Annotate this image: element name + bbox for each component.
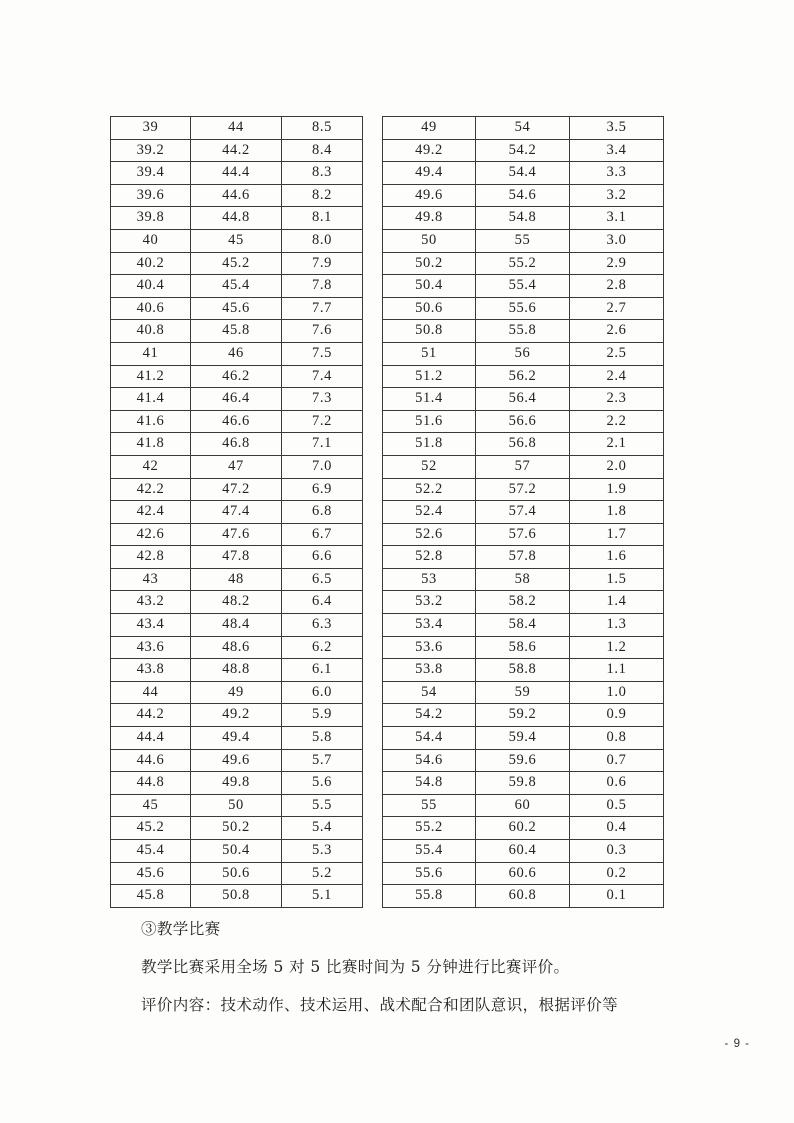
table-cell-col1: 49.4 [383,162,476,185]
table-cell-col2: 50.2 [191,817,282,840]
table-cell-col3: 7.9 [282,252,363,275]
table-cell-col1: 43.4 [111,614,191,637]
table-cell-col2: 48 [191,568,282,591]
table-cell-col2: 44 [191,117,282,140]
table-cell-col3: 1.3 [570,614,664,637]
table-cell-col2: 57.6 [476,523,570,546]
table-cell-col1: 42.2 [111,478,191,501]
table-cell-col2: 49.6 [191,749,282,772]
table-row [383,817,664,840]
table-cell-col3: 0.5 [570,794,664,817]
table-cell-col2: 45.8 [191,320,282,343]
table-cell-col1: 44 [111,681,191,704]
table-cell-col2: 57 [476,455,570,478]
table-row [383,772,664,795]
table-cell-col3: 1.6 [570,546,664,569]
table-cell-col2: 45.6 [191,297,282,320]
table-row [383,478,664,501]
table-cell-col3: 6.8 [282,501,363,524]
table-cell-col3: 2.8 [570,275,664,298]
table-cell-col2: 49.2 [191,704,282,727]
table-cell-col1: 55.4 [383,840,476,863]
table-cell-col1: 41.6 [111,410,191,433]
table-cell-col3: 2.5 [570,342,664,365]
table-cell-col1: 55.6 [383,862,476,885]
table-cell-col3: 0.4 [570,817,664,840]
table-row [111,794,363,817]
table-row [111,772,363,795]
table-cell-col1: 54.2 [383,704,476,727]
table-row [383,184,664,207]
table-row [111,297,363,320]
table-cell-col1: 44.2 [111,704,191,727]
table-row [111,614,363,637]
table-cell-col1: 40 [111,229,191,252]
table-cell-col2: 59.2 [476,704,570,727]
table-row [111,659,363,682]
table-cell-col3: 7.8 [282,275,363,298]
table-cell-col2: 50.4 [191,840,282,863]
table-cell-col3: 1.2 [570,636,664,659]
table-row [383,885,664,908]
score-conversion-table-left [110,116,363,908]
table-cell-col2: 58 [476,568,570,591]
table-row [383,591,664,614]
table-cell-col3: 6.9 [282,478,363,501]
table-cell-col1: 52 [383,455,476,478]
table-cell-col1: 51.4 [383,388,476,411]
table-cell-col1: 45.8 [111,885,191,908]
table-row [111,117,363,140]
table-cell-col2: 59.8 [476,772,570,795]
table-row [383,455,664,478]
score-tables-container [110,116,656,908]
table-row [383,410,664,433]
table-cell-col2: 48.8 [191,659,282,682]
table-cell-col2: 48.4 [191,614,282,637]
table-cell-col2: 48.2 [191,591,282,614]
table-row [111,162,363,185]
table-cell-col2: 60.8 [476,885,570,908]
table-cell-col3: 6.7 [282,523,363,546]
table-cell-col1: 43.6 [111,636,191,659]
table-cell-col3: 6.0 [282,681,363,704]
table-cell-col1: 49.8 [383,207,476,230]
table-cell-col1: 55.2 [383,817,476,840]
table-cell-col3: 1.4 [570,591,664,614]
table-row [111,862,363,885]
table-cell-col1: 42.8 [111,546,191,569]
table-row [111,388,363,411]
table-row [111,433,363,456]
table-cell-col2: 60 [476,794,570,817]
table-cell-col2: 47.8 [191,546,282,569]
table-row [111,410,363,433]
table-row [111,184,363,207]
table-cell-col3: 5.6 [282,772,363,795]
table-row [383,139,664,162]
table-body-left [111,117,363,908]
table-cell-col2: 44.8 [191,207,282,230]
table-cell-col2: 58.4 [476,614,570,637]
table-cell-col2: 59.4 [476,727,570,750]
table-cell-col2: 59.6 [476,749,570,772]
table-cell-col2: 49.8 [191,772,282,795]
table-cell-col2: 54.4 [476,162,570,185]
table-row [383,320,664,343]
score-conversion-table-right [382,116,664,908]
table-row [111,275,363,298]
table-cell-col1: 51.2 [383,365,476,388]
table-row [383,229,664,252]
table-cell-col1: 50.2 [383,252,476,275]
table-cell-col3: 8.3 [282,162,363,185]
table-cell-col3: 5.3 [282,840,363,863]
table-cell-col2: 58.2 [476,591,570,614]
table-cell-col3: 7.6 [282,320,363,343]
table-cell-col1: 43.2 [111,591,191,614]
table-cell-col2: 47.4 [191,501,282,524]
table-cell-col3: 3.2 [570,184,664,207]
table-cell-col2: 54.8 [476,207,570,230]
table-row [111,704,363,727]
table-cell-col1: 52.2 [383,478,476,501]
table-row [383,388,664,411]
table-row [111,840,363,863]
table-row [383,546,664,569]
table-cell-col2: 45.2 [191,252,282,275]
table-row [111,455,363,478]
table-cell-col3: 2.4 [570,365,664,388]
table-cell-col3: 7.2 [282,410,363,433]
paragraph-match-format: 教学比赛采用全场 5 对 5 比赛时间为 5 分钟进行比赛评价。 [141,958,570,976]
table-cell-col1: 43.8 [111,659,191,682]
table-row [111,342,363,365]
table-cell-col3: 6.2 [282,636,363,659]
table-row [383,162,664,185]
table-row [111,727,363,750]
table-cell-col3: 7.4 [282,365,363,388]
table-row [111,252,363,275]
table-cell-col3: 1.7 [570,523,664,546]
table-cell-col1: 40.4 [111,275,191,298]
table-cell-col1: 50 [383,229,476,252]
table-cell-col3: 5.5 [282,794,363,817]
table-cell-col3: 7.5 [282,342,363,365]
table-cell-col3: 0.1 [570,885,664,908]
table-cell-col3: 0.8 [570,727,664,750]
table-cell-col1: 45.4 [111,840,191,863]
table-cell-col3: 7.7 [282,297,363,320]
table-row [111,207,363,230]
table-row [383,681,664,704]
table-row [383,501,664,524]
table-row [383,704,664,727]
table-cell-col1: 51.8 [383,433,476,456]
table-cell-col3: 6.3 [282,614,363,637]
table-cell-col2: 55.8 [476,320,570,343]
table-row [111,636,363,659]
section-heading: ③教学比赛 [141,920,221,938]
table-row [383,794,664,817]
table-row [111,591,363,614]
table-cell-col3: 7.3 [282,388,363,411]
table-cell-col3: 0.2 [570,862,664,885]
table-row [111,749,363,772]
table-cell-col1: 44.8 [111,772,191,795]
table-cell-col1: 41 [111,342,191,365]
table-cell-col3: 8.5 [282,117,363,140]
table-cell-col1: 55 [383,794,476,817]
table-cell-col1: 41.4 [111,388,191,411]
table-cell-col1: 54.6 [383,749,476,772]
table-cell-col2: 50.6 [191,862,282,885]
table-cell-col1: 44.6 [111,749,191,772]
table-cell-col1: 49 [383,117,476,140]
table-cell-col3: 5.7 [282,749,363,772]
table-cell-col1: 45.6 [111,862,191,885]
table-row [111,501,363,524]
table-cell-col1: 39.2 [111,139,191,162]
table-cell-col3: 6.1 [282,659,363,682]
table-row [383,727,664,750]
table-row [111,365,363,388]
table-cell-col3: 2.1 [570,433,664,456]
table-cell-col3: 8.2 [282,184,363,207]
table-row [383,252,664,275]
table-cell-col2: 46 [191,342,282,365]
table-cell-col2: 56.4 [476,388,570,411]
table-cell-col1: 51 [383,342,476,365]
table-cell-col3: 5.2 [282,862,363,885]
table-cell-col2: 55.6 [476,297,570,320]
table-cell-col1: 49.6 [383,184,476,207]
table-row [111,320,363,343]
table-cell-col1: 42 [111,455,191,478]
table-row [383,614,664,637]
table-cell-col3: 5.4 [282,817,363,840]
table-row [111,546,363,569]
table-cell-col1: 53 [383,568,476,591]
table-cell-col1: 52.8 [383,546,476,569]
table-row [383,568,664,591]
table-cell-col2: 50.8 [191,885,282,908]
table-cell-col2: 46.8 [191,433,282,456]
table-cell-col3: 3.1 [570,207,664,230]
table-cell-col3: 2.0 [570,455,664,478]
table-cell-col3: 2.3 [570,388,664,411]
table-cell-col3: 0.7 [570,749,664,772]
table-cell-col2: 54.6 [476,184,570,207]
table-cell-col3: 5.9 [282,704,363,727]
table-row [383,297,664,320]
table-cell-col3: 0.9 [570,704,664,727]
table-cell-col2: 50 [191,794,282,817]
table-cell-col1: 54.4 [383,727,476,750]
table-cell-col1: 49.2 [383,139,476,162]
table-cell-col2: 46.2 [191,365,282,388]
table-cell-col3: 0.3 [570,840,664,863]
table-cell-col1: 40.6 [111,297,191,320]
table-cell-col3: 2.2 [570,410,664,433]
table-cell-col1: 50.4 [383,275,476,298]
table-cell-col1: 53.8 [383,659,476,682]
table-cell-col1: 44.4 [111,727,191,750]
table-cell-col3: 8.4 [282,139,363,162]
table-cell-col2: 57.8 [476,546,570,569]
table-row [383,342,664,365]
table-cell-col1: 54.8 [383,772,476,795]
table-cell-col1: 51.6 [383,410,476,433]
table-row [383,275,664,298]
table-cell-col2: 49 [191,681,282,704]
table-cell-col3: 3.3 [570,162,664,185]
table-cell-col3: 1.5 [570,568,664,591]
table-cell-col2: 56 [476,342,570,365]
table-cell-col2: 56.8 [476,433,570,456]
table-row [111,885,363,908]
table-cell-col1: 53.4 [383,614,476,637]
table-cell-col3: 6.6 [282,546,363,569]
table-cell-col1: 52.4 [383,501,476,524]
table-cell-col2: 44.2 [191,139,282,162]
table-cell-col1: 39.4 [111,162,191,185]
table-cell-col3: 3.0 [570,229,664,252]
table-cell-col2: 54 [476,117,570,140]
table-cell-col2: 54.2 [476,139,570,162]
table-cell-col2: 55.2 [476,252,570,275]
table-cell-col2: 60.6 [476,862,570,885]
body-text-block [110,916,690,1019]
table-cell-col2: 45.4 [191,275,282,298]
table-cell-col3: 7.0 [282,455,363,478]
table-row [383,365,664,388]
table-cell-col1: 45.2 [111,817,191,840]
table-cell-col2: 47 [191,455,282,478]
table-row [383,636,664,659]
paragraph-evaluation-content: 评价内容：技术动作、技术运用、战术配合和团队意识，根据评价等 [141,996,619,1014]
table-cell-col2: 60.4 [476,840,570,863]
table-cell-col2: 45 [191,229,282,252]
table-cell-col1: 42.4 [111,501,191,524]
table-cell-col3: 1.0 [570,681,664,704]
table-cell-col1: 54 [383,681,476,704]
table-row [111,139,363,162]
table-cell-col3: 6.4 [282,591,363,614]
table-cell-col1: 41.8 [111,433,191,456]
table-cell-col2: 55 [476,229,570,252]
table-row [383,749,664,772]
table-cell-col2: 47.6 [191,523,282,546]
table-cell-col2: 44.4 [191,162,282,185]
table-cell-col1: 55.8 [383,885,476,908]
table-cell-col2: 47.2 [191,478,282,501]
table-cell-col3: 2.9 [570,252,664,275]
table-cell-col3: 3.5 [570,117,664,140]
table-cell-col1: 45 [111,794,191,817]
table-cell-col1: 43 [111,568,191,591]
table-cell-col3: 1.9 [570,478,664,501]
table-cell-col3: 0.6 [570,772,664,795]
table-cell-col2: 46.4 [191,388,282,411]
page-number: - 9 - [724,1038,750,1050]
table-cell-col1: 40.8 [111,320,191,343]
table-cell-col2: 48.6 [191,636,282,659]
table-cell-col3: 8.1 [282,207,363,230]
table-row [383,659,664,682]
table-row [383,523,664,546]
table-cell-col3: 3.4 [570,139,664,162]
table-cell-col2: 55.4 [476,275,570,298]
table-cell-col1: 42.6 [111,523,191,546]
table-cell-col2: 58.6 [476,636,570,659]
table-cell-col2: 56.2 [476,365,570,388]
table-row [383,117,664,140]
table-row [383,862,664,885]
table-body-right [383,117,664,908]
table-row [111,478,363,501]
table-cell-col1: 39.8 [111,207,191,230]
table-cell-col3: 6.5 [282,568,363,591]
table-cell-col1: 39 [111,117,191,140]
table-row [111,681,363,704]
table-cell-col1: 52.6 [383,523,476,546]
table-cell-col1: 50.6 [383,297,476,320]
table-cell-col3: 5.8 [282,727,363,750]
table-cell-col3: 5.1 [282,885,363,908]
table-cell-col1: 39.6 [111,184,191,207]
table-cell-col1: 41.2 [111,365,191,388]
table-row [383,433,664,456]
table-cell-col2: 59 [476,681,570,704]
table-cell-col3: 2.6 [570,320,664,343]
table-cell-col2: 49.4 [191,727,282,750]
table-cell-col2: 56.6 [476,410,570,433]
table-cell-col2: 57.4 [476,501,570,524]
table-row [111,229,363,252]
table-cell-col1: 53.2 [383,591,476,614]
table-row [111,523,363,546]
table-cell-col3: 1.8 [570,501,664,524]
table-cell-col3: 2.7 [570,297,664,320]
table-cell-col2: 46.6 [191,410,282,433]
table-cell-col3: 1.1 [570,659,664,682]
table-row [111,817,363,840]
table-cell-col1: 50.8 [383,320,476,343]
table-cell-col1: 40.2 [111,252,191,275]
table-cell-col2: 57.2 [476,478,570,501]
table-cell-col2: 44.6 [191,184,282,207]
table-cell-col3: 8.0 [282,229,363,252]
table-row [383,840,664,863]
table-cell-col1: 53.6 [383,636,476,659]
table-cell-col3: 7.1 [282,433,363,456]
table-cell-col2: 60.2 [476,817,570,840]
table-row [383,207,664,230]
table-row [111,568,363,591]
table-cell-col2: 58.8 [476,659,570,682]
